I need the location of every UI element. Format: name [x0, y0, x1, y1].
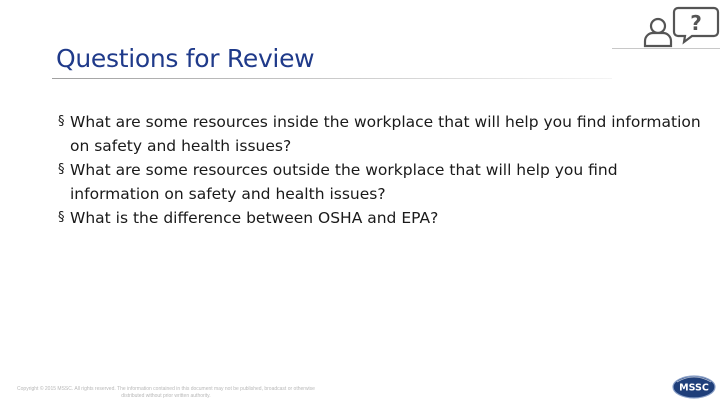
user-question-icon — [640, 4, 720, 50]
logo-text: MSSC — [679, 382, 709, 394]
question-text: What is the difference between OSHA and EPA? — [70, 209, 439, 227]
question-mark-glyph: ? — [690, 11, 702, 35]
title-underline — [52, 78, 612, 79]
question-text: What are some resources inside the workplace that will help you find information on safety and health issues? — [70, 113, 701, 155]
bullet-mark: § — [58, 210, 65, 225]
bullet-mark: § — [58, 114, 65, 129]
mssc-logo — [671, 374, 717, 400]
question-list — [58, 110, 702, 230]
list-item — [58, 158, 702, 206]
copyright-notice: Copyright © 2015 MSSC. All rights reserved. The information contained in this document may not be published, broadcast or otherwise distributed without prior written authority. — [17, 386, 315, 399]
bullet-mark: § — [58, 162, 65, 177]
slide-title: Questions for Review — [56, 44, 315, 73]
list-item — [58, 206, 702, 230]
icon-divider — [612, 48, 720, 49]
question-text: What are some resources outside the workplace that will help you find information on safety and health issues? — [70, 161, 618, 203]
list-item — [58, 110, 702, 158]
